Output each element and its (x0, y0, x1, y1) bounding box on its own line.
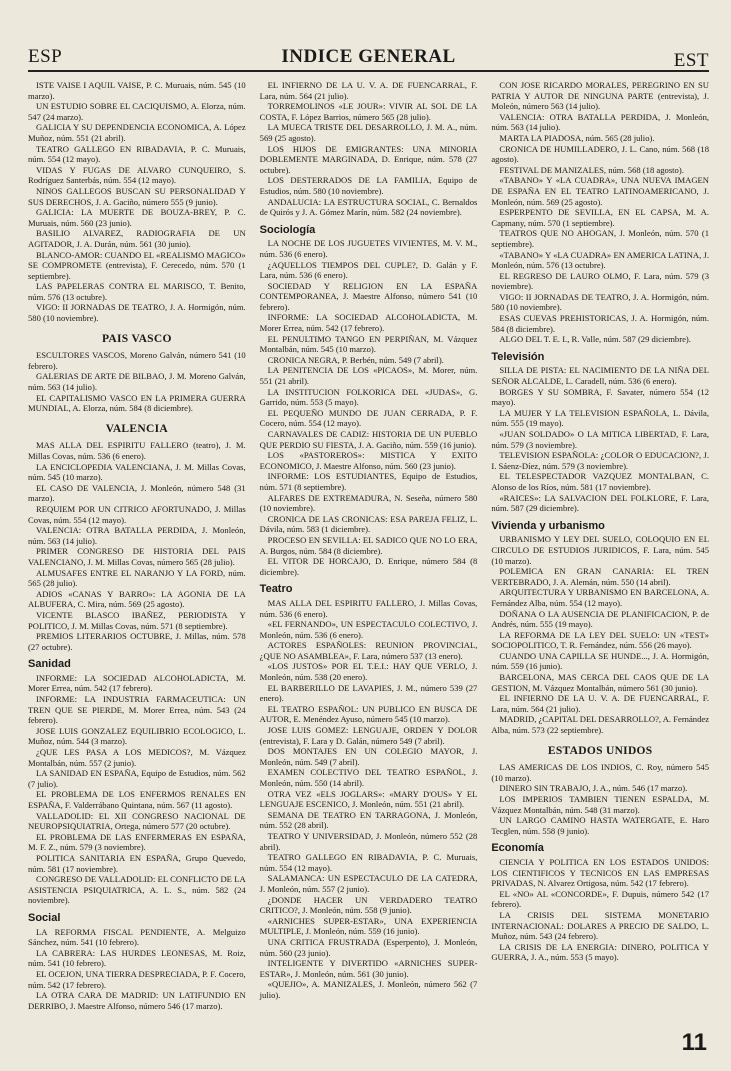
index-entry: VALENCIA: OTRA BATALLA PERDIDA, J. Monleón, núm. 563 (14 julio). (28, 525, 246, 546)
section-heading: Economía (491, 842, 544, 855)
index-entry: TEATRO Y UNIVERSIDAD, J. Monleón, número 552 (28 abril). (259, 830, 478, 852)
index-entry: CONGRESO DE VALLADOLID: EL CONFLICTO DE LA ASISTENCIA PSIQUIATRICA, A. L. S., núm. 582 (24 noviembre). (28, 874, 246, 906)
page-title: INDICE GENERAL (281, 46, 456, 67)
index-entry: ¿AQUELLOS TIEMPOS DEL CUPLE?, D. Galán y F. Lara, núm. 536 (6 enero). (259, 259, 478, 281)
index-entry: ACTORES ESPAÑOLES: REUNION PROVINCIAL, ¿QUE NO ASAMBLEA», F. Lara, número 537 (13 enero). (259, 640, 478, 661)
index-entry: «JUAN SOLDADO» O LA MITICA LIBERTAD, F. Lara, núm. 579 (3 noviembre). (491, 429, 710, 450)
header-left-keyword: ESP (28, 46, 63, 67)
index-entry: EL INFIERNO DE LA U. V. A. DE FUENCARRAL, F. Lara, núm. 564 (21 julio). (491, 693, 710, 714)
index-entry: BORGES Y SU SOMBRA, F. Savater, número 554 (12 mayo). (491, 386, 710, 408)
index-entry: EL TELESPECTADOR VAZQUEZ MONTALBAN, C. Alonso de los Ríos, núm. 581 (17 noviembre). (491, 471, 710, 492)
index-entry: LA CRISIS DE LA ENERGIA: DINERO, POLITICA Y GUERRA, J. A., núm. 553 (5 mayo). (491, 941, 710, 963)
index-entry: UN ESTUDIO SOBRE EL CACIQUISMO, A. Elorza, núm. 547 (24 marzo). (28, 101, 246, 122)
index-columns (28, 80, 709, 1011)
index-entry: LA CABRERA: LAS HURDES LEONESAS, M. Roiz, núm. 541 (10 febrero). (28, 947, 246, 969)
index-entry: EL PENULTIMO TANGO EN PERPIÑAN, M. Vázquez Montalbán, núm. 545 (10 marzo). (259, 333, 478, 355)
index-entry: INFORME: LA INDUSTRIA FARMACEUTICA: UN TREN QUE SE PIERDE, M. Morer Errea, núm. 543 (24 febrero). (28, 694, 246, 726)
index-entry: EL PEQUEÑO MUNDO DE JUAN CERRADA, P. F. Cocero, núm. 554 (12 mayo). (259, 407, 478, 429)
index-entry: EXAMEN COLECTIVO DEL TEATRO ESPAÑOL, J. Monleón, núm. 550 (14 abril). (259, 767, 478, 788)
index-entry: ISTE VAISE I AQUIL VAISE, P. C. Muruais, núm. 545 (10 marzo). (28, 80, 246, 101)
index-entry: REQUIEM POR UN CITRICO AFORTUNADO, J. Millas Covas, núm. 554 (12 mayo). (28, 503, 246, 525)
index-entry: LOS «PASTOREROS»: MISTICA Y EXITO ECONOMICO, J. Maestre Alfonso, núm. 560 (23 junio). (259, 450, 478, 471)
index-entry: LA CRISIS DEL SISTEMA MONETARIO INTERNACIONAL: DOLARES A PRECIO DE SALDO, L. Muñoz, núm. 543 (24 febrero). (491, 909, 710, 942)
region-heading: ESTADOS UNIDOS (547, 744, 653, 757)
index-entry: ¿QUE LES PASA A LOS MEDICOS?, M. Vázquez Montalbán, núm. 557 (2 junio). (28, 747, 246, 768)
index-entry: «RAICES»: LA SALVACION DEL FOLKLORE, F. Lara, núm. 587 (29 diciembre). (491, 492, 710, 514)
index-entry: CRONICA DE HUMILLADERO, J. L. Cano, núm. 568 (18 agosto). (491, 143, 710, 165)
section-heading: Social (28, 911, 61, 924)
index-entry: DOS MONTAJES EN UN COLEGIO MAYOR, J. Monleón, núm. 549 (7 abril). (259, 746, 478, 767)
index-entry: LA REFORMA FISCAL PENDIENTE, A. Melguizo Sánchez, núm. 541 (10 febrero). (28, 926, 246, 948)
index-entry: EL CAPITALISMO VASCO EN LA PRIMERA GUERRA MUNDIAL, A. Elorza, núm. 584 (8 diciembre). (28, 392, 246, 414)
page-header (28, 48, 709, 72)
region-heading: VALENCIA (105, 422, 168, 435)
index-entry: POLEMICA EN GRAN CANARIA: EL TREN VERTEBRADO, J. A. Alemán, núm. 550 (14 abril). (491, 566, 710, 587)
index-entry: OTRA VEZ «ELS JOGLARS»: «MARY D'OUS» Y EL LENGUAJE ESCENICO, J. Monleón, núm. 551 (21 abril). (259, 788, 478, 810)
index-entry: JOSE LUIS GOMEZ: LENGUAJE, ORDEN Y DOLOR (entrevista), F. Lara y D. Galán, número 549 (7 abril). (259, 725, 478, 746)
index-entry: PREMIOS LITERARIOS OCTUBRE, J. Millas, núm. 578 (27 octubre). (28, 631, 246, 652)
index-entry: EL VITOR DE HORCAJO, D. Enrique, número 584 (8 diciembre). (259, 556, 478, 577)
index-entry: LA PENITENCIA DE LOS «PICAOS», M. Morer, núm. 551 (21 abril). (259, 365, 478, 387)
page-number: 11 (681, 1029, 707, 1056)
column-2 (260, 80, 478, 1011)
section-heading: Vivienda y urbanismo (491, 519, 605, 532)
index-entry: ¿DONDE HACER UN VERDADERO TEATRO CRITICO?, J. Monleón, núm. 558 (9 junio). (259, 894, 478, 916)
index-entry: EL BARBERILLO DE LAVAPIES, J. M., número 539 (27 enero). (259, 682, 478, 704)
index-entry: DOÑANA O LA AUSENCIA DE PLANIFICACION, P. de Andrés, núm. 555 (19 mayo). (491, 608, 710, 630)
index-entry: MADRID, ¿CAPITAL DEL DESARROLLO?, A. Fernández Alba, núm. 573 (22 septiembre). (491, 714, 710, 736)
column-3 (491, 80, 709, 1011)
index-entry: INFORME: LOS ESTUDIANTES, Equipo de Estudios, núm. 571 (8 septiembre). (259, 471, 478, 492)
index-entry: «TABANO» Y «LA CUADRA», UNA NUEVA IMAGEN DE ESPAÑA EN EL TEATRO LATINOAMERICANO, J. Monleón, núm. 569 (25 agosto). (491, 175, 710, 207)
index-entry: TEATROS QUE NO AHOGAN, J. Monleón, núm. 570 (1 septiembre). (491, 228, 710, 249)
index-entry: CON JOSE RICARDO MORALES, PEREGRINO EN SU PATRIA Y AUTOR DE NINGUNA PARTE (entrevista), J. Moleón, número 563 (14 julio). (491, 80, 710, 112)
index-entry: EL OCEJON, UNA TIERRA DESPRECIADA, P. F. Cocero, núm. 542 (17 febrero). (28, 968, 246, 990)
index-entry: PRIMER CONGRESO DE HISTORIA DEL PAIS VALENCIANO, J. M. Millas Covas, número 565 (28 julio). (28, 546, 246, 567)
index-entry: INFORME: LA SOCIEDAD ALCOHOLADICTA, M. Morer Errea, núm. 542 (17 febrero). (28, 672, 246, 694)
index-entry: MARTA LA PIADOSA, núm. 565 (28 julio). (499, 132, 655, 143)
index-entry: INFORME: LA SOCIEDAD ALCOHOLADICTA, M. Morer Errea, núm. 542 (17 febrero). (259, 312, 478, 334)
index-entry: SALAMANCA: UN ESPECTACULO DE LA CATEDRA, J. Monleón, núm. 557 (2 junio). (259, 873, 478, 894)
index-entry: LA OTRA CARA DE MADRID: UN LATIFUNDIO EN DERRIBO, J. Maestre Alfonso, número 546 (17 marzo). (28, 990, 246, 1011)
header-right-keyword: EST (673, 50, 709, 71)
index-entry: EL PROBLEMA DE LAS ENFERMERAS EN ESPAÑA, M. F. Z., núm. 579 (3 noviembre). (28, 831, 246, 853)
index-entry: DINERO SIN TRABAJO, J. A., núm. 546 (17 marzo). (499, 783, 688, 794)
index-entry: ESPERPENTO DE SEVILLA, EN EL CAPSA, M. A. Capmany, núm. 570 (1 septiembre). (491, 207, 710, 228)
index-entry: GALICIA: LA MUERTE DE BOUZA-BREY, P. C. Muruais, núm. 560 (23 junio). (28, 207, 246, 228)
index-entry: BASILIO ALVAREZ, RADIOGRAFIA DE UN AGITADOR, J. A. Durán, núm. 561 (30 junio). (28, 228, 246, 249)
index-entry: VALLADOLID: EL XII CONGRESO NACIONAL DE NEUROPSIQUIATRIA, Ortega, número 577 (20 octubre). (28, 810, 246, 832)
index-entry: VICENTE BLASCO IBAÑEZ, PERIODISTA Y POLITICO, J. M. Millas Covas, núm. 571 (8 septiembre). (28, 609, 246, 631)
index-entry: ESCULTORES VASCOS, Moreno Galván, número 541 (10 febrero). (28, 350, 246, 371)
index-entry: ALFARES DE EXTREMADURA, N. Seseña, número 580 (10 noviembre). (259, 492, 478, 514)
index-entry: TEATRO GALLEGO EN RIBADAVIA, P. C. Muruais, núm. 554 (12 mayo). (259, 852, 478, 873)
index-entry: LA ENCICLOPEDIA VALENCIANA, J. M. Millas Covas, núm. 545 (10 marzo). (28, 461, 246, 483)
section-heading: Teatro (259, 583, 293, 596)
index-entry: EL REGRESO DE LAURO OLMO, F. Lara, núm. 579 (3 noviembre). (491, 270, 710, 292)
index-entry: BARCELONA, MAS CERCA DEL CAOS QUE DE LA GESTION, M. Vázquez Montalbán, número 561 (30 junio). (491, 672, 710, 693)
index-entry: UNA CRITICA FRUSTRADA (Esperpento), J. Monleón, núm. 560 (23 junio). (259, 936, 478, 958)
index-entry: CARNAVALES DE CADIZ: HISTORIA DE UN PUEBLO QUE PERDIO SU FIESTA, J. A. Gaciño, núm. 559 (16 junio). (259, 429, 478, 450)
index-entry: EL TEATRO ESPAÑOL: UN PUBLICO EN BUSCA DE AUTOR, E. Menéndez Ayuso, número 545 (10 marzo). (259, 703, 478, 725)
index-entry: SILLA DE PISTA: EL NACIMIENTO DE LA NIÑA DEL SEÑOR ALCALDE, L. Caradell, núm. 536 (6 enero). (491, 365, 710, 387)
index-entry: MAS ALLA DEL ESPIRITU FALLERO, J. Millas Covas, núm. 536 (6 enero). (259, 597, 478, 619)
index-entry: GALERIAS DE ARTE DE BILBAO, J. M. Moreno Galván, núm. 563 (14 julio). (28, 371, 246, 393)
index-entry: SEMANA DE TEATRO EN TARRAGONA, J. Monleón, núm. 552 (28 abril). (259, 809, 478, 831)
index-entry: VALENCIA: OTRA BATALLA PERDIDA, J. Monleón, núm. 563 (14 julio). (491, 111, 710, 133)
index-entry: «TABANO» Y «LA CUADRA» EN AMERICA LATINA, J. Monleón, núm. 576 (13 octubre). (491, 249, 710, 271)
index-entry: LOS DESTERRADOS DE LA FAMILIA, Equipo de Estudios, núm. 580 (10 noviembre). (259, 175, 478, 196)
index-entry: INTELIGENTE Y DIVERTIDO «ARNICHES SUPER-ESTAR», J. Monleón, núm. 561 (30 junio). (259, 958, 478, 979)
index-entry: LA REFORMA DE LA LEY DEL SUELO: UN «TEST» SOCIOPOLITICO, T. R. Fernández, núm. 556 (26 mayo). (491, 629, 710, 651)
index-entry: FESTIVAL DE MANIZALES, núm. 568 (18 agosto). (499, 164, 684, 175)
index-entry: CRONICA NEGRA, P. Berbén, núm. 549 (7 abril). (267, 354, 444, 365)
index-entry: VIGO: II JORNADAS DE TEATRO, J. A. Hormigón, núm. 580 (10 noviembre). (491, 291, 710, 313)
region-heading: PAIS VASCO (101, 332, 172, 345)
index-entry: POLITICA SANITARIA EN ESPAÑA, Grupo Quevedo, núm. 581 (17 noviembre). (28, 852, 246, 874)
section-heading: Sanidad (28, 658, 71, 671)
index-entry: VIGO: II JORNADAS DE TEATRO, J. A. Hormigón, núm. 580 (10 noviembre). (28, 302, 246, 324)
index-entry: LOS IMPERIOS TAMBIEN TIENEN ESPALDA, M. Vázquez Montalbán, núm. 548 (31 marzo). (491, 794, 710, 815)
index-entry: CRONICA DE LAS CRONICAS: ESA PAREJA FELIZ, L. Dávila, núm. 583 (1 diciembre). (259, 513, 478, 535)
index-entry: ALMUSAFES ENTRE EL NARANJO Y LA FORD, núm. 565 (28 julio). (28, 567, 246, 589)
index-entry: «QUEJIO», A. MANIZALES, J. Monleón, número 562 (7 julio). (259, 979, 478, 1000)
index-entry: «EL FERNANDO», UN ESPECTACULO COLECTIVO, J. Monleón, núm. 536 (6 enero). (259, 619, 478, 640)
index-entry: ALGO DEL T. E. I., R. Valle, núm. 587 (29 diciembre). (499, 334, 691, 345)
index-entry: LOS HIJOS DE EMIGRANTES: UNA MINORIA DOBLEMENTE MARGINADA, D. Enrique, núm. 578 (27 octubre). (259, 143, 478, 175)
index-entry: JOSE LUIS GONZALEZ EQUILIBRIO ECOLOGICO, L. Muñoz, núm. 544 (3 marzo). (28, 725, 246, 747)
section-heading: Sociología (259, 223, 316, 236)
index-entry: LAS PAPELERAS CONTRA EL MARISCO, T. Benito, núm. 576 (13 octubre). (28, 281, 246, 302)
index-entry: SOCIEDAD Y RELIGION EN LA ESPAÑA CONTEMPORANEA, J. Maestre Alfonso, número 541 (10 febrero). (259, 280, 478, 312)
index-entry: EL «NO» AL «CONCORDE», F. Dupuis, número 542 (17 febrero). (491, 888, 710, 910)
index-entry: EL CASO DE VALENCIA, J. Monleón, número 548 (31 marzo). (28, 482, 246, 504)
index-entry: TEATRO GALLEGO EN RIBADAVIA, P. C. Muruais, núm. 554 (12 mayo). (28, 143, 246, 165)
index-entry: MAS ALLA DEL ESPIRITU FALLERO (teatro), J. M. Millas Covas, núm. 536 (6 enero). (28, 440, 246, 461)
index-entry: LA INSTITUCION FOLKORICA DEL «JUDAS», G. Garrido, núm. 553 (5 mayo). (259, 386, 478, 408)
index-entry: CUANDO UNA CAPILLA SE HUNDE..., J. A. Hormigón, núm. 559 (16 junio). (491, 650, 710, 672)
index-entry: ADIOS «CANAS Y BARRO»: LA AGONIA DE LA ALBUFERA, C. Mira, núm. 569 (25 agosto). (28, 588, 246, 610)
index-entry: UN LARGO CAMINO HASTA WATERGATE, E. Haro Tecglen, núm. 558 (9 junio). (491, 815, 710, 836)
index-entry: «ARNICHES SUPER-ESTAR», UNA EXPERIENCIA MULTIPLE, J. Monleón, núm. 559 (16 junio). (259, 915, 478, 937)
index-entry: ESAS CUEVAS PREHISTORICAS, J. A. Hormigón, núm. 584 (8 diciembre). (491, 313, 710, 334)
index-entry: TORREMOLINOS «LE JOUR»: VIVIR AL SOL DE LA COSTA, F. López Barrios, número 565 (28 julio). (259, 101, 478, 122)
index-entry: LA SANIDAD EN ESPAÑA, Equipo de Estudios, núm. 562 (7 julio). (28, 768, 246, 789)
section-heading: Televisión (491, 350, 545, 363)
index-entry: LAS AMERICAS DE LOS INDIOS, C. Roy, número 545 (10 marzo). (491, 762, 710, 783)
column-1 (28, 80, 246, 1011)
index-entry: «LOS JUSTOS» POR EL T.E.I.: HAY QUE VERLO, J. Monleón, núm. 538 (20 enero). (259, 661, 478, 683)
index-entry: EL INFIERNO DE LA U. V. A. DE FUENCARRAL, F. Lara, núm. 564 (21 julio). (259, 80, 478, 101)
index-entry: PROCESO EN SEVILLA: EL SADICO QUE NO LO ERA, A. Burgos, núm. 584 (8 diciembre). (259, 534, 478, 556)
index-entry: NINOS GALLEGOS BUSCAN SU PERSONALIDAD Y SUS DERECHOS, J. A. Gaciño, número 555 (9 junio). (28, 185, 246, 207)
index-entry: VIDAS Y FUGAS DE ALVARO CUNQUEIRO, S. Rodríguez Santerbás, núm. 554 (12 mayo). (28, 164, 246, 186)
index-entry: EL PROBLEMA DE LOS ENFERMOS RENALES EN ESPAÑA, F. Valderrábano Quintana, núm. 567 (11 agosto). (28, 789, 246, 810)
index-entry: TELEVISION ESPAÑOLA: ¿COLOR O EDUCACION?, J. I. Sáenz-Díez, núm. 579 (3 noviembre). (491, 450, 710, 471)
index-entry: ANDALUCIA: LA ESTRUCTURA SOCIAL, C. Bernaldos de Quirós y J. A. Gómez Marín, núm. 582 (24 noviembre). (259, 196, 478, 218)
index-entry: URBANISMO Y LEY DEL SUELO, COLOQUIO EN EL CIRCULO DE ESTUDIOS JURIDICOS, F. Lara, núm. 545 (10 marzo). (491, 534, 710, 566)
index-entry: LA MUECA TRISTE DEL DESARROLLO, J. M. A., núm. 569 (25 agosto). (259, 122, 478, 143)
index-entry: CIENCIA Y POLITICA EN LOS ESTADOS UNIDOS: LOS CIENTIFICOS Y TECNICOS EN LAS EMPRESAS PRIVADAS, N. Alvarez Ortigosa, núm. 542 (17 febrero). (491, 856, 710, 889)
index-entry: LA MUJER Y LA TELEVISION ESPAÑOLA, L. Dávila, núm. 555 (19 mayo). (491, 407, 710, 429)
index-entry: BLANCO-AMOR: CUANDO EL «REALISMO MAGICO» SE COMPROMETE (entrevista), F. Cerecedo, núm. 570 (1 septiembre). (28, 249, 246, 281)
index-entry: LA NOCHE DE LOS JUGUETES VIVIENTES, M. V. M., núm. 536 (6 enero). (259, 238, 478, 259)
index-entry: ARQUITECTURA Y URBANISMO EN BARCELONA, A. Fernández Alba, núm. 554 (12 mayo). (491, 587, 710, 608)
index-entry: GALICIA Y SU DEPENDENCIA ECONOMICA, A. López Muñoz, núm. 551 (21 abril). (28, 122, 246, 143)
